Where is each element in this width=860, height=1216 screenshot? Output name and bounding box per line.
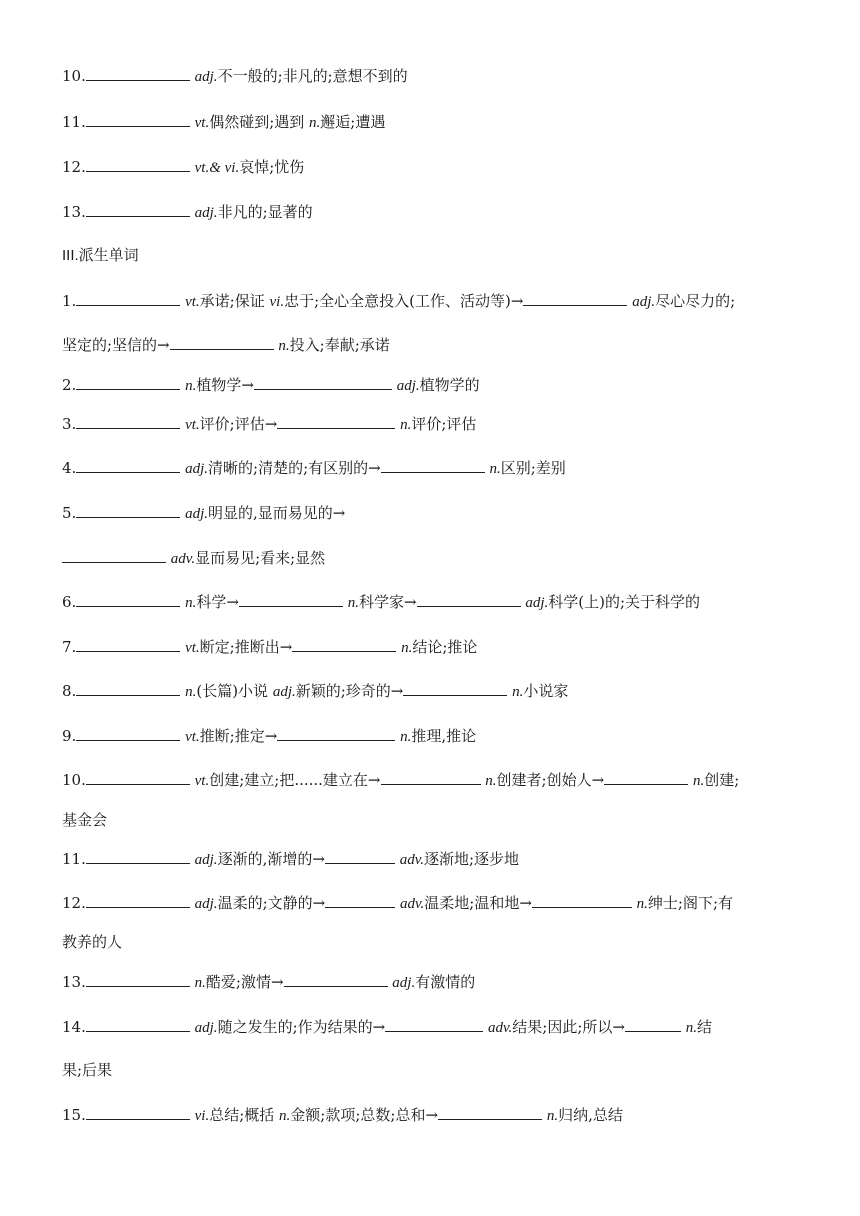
answer-blank[interactable] [325,893,395,908]
part-of-speech: adv. [170,551,196,567]
part-of-speech: n. [546,1108,559,1124]
answer-blank[interactable] [86,112,190,127]
part-of-speech: vt. [185,640,200,656]
item-number: 3. [62,415,77,433]
answer-blank[interactable] [292,637,396,652]
item-number: 10. [62,771,86,789]
derivative-item-3 [62,414,476,435]
answer-blank[interactable] [86,1105,190,1120]
part-of-speech: vt. [194,115,210,131]
derivative-item-14-continued: 果;后果 [62,1061,113,1079]
definition: 归纳,总结 [558,1106,623,1124]
answer-blank[interactable] [86,66,190,81]
part-of-speech: n. [279,1108,291,1124]
definition: 科学家→ [358,593,417,611]
item-number: 7. [62,638,77,656]
definition: 植物学的 [419,376,480,394]
item-number: 11. [62,113,86,131]
derivative-item-8 [62,681,568,702]
answer-blank[interactable] [170,335,274,350]
item-number: 14. [62,1018,86,1036]
answer-blank[interactable] [62,548,166,563]
derivative-item-6 [62,592,700,613]
definition: 温柔的;文静的→ [217,894,326,912]
answer-blank[interactable] [381,770,481,785]
definition: 科学(上)的;关于科学的 [548,593,700,611]
derivative-item-9 [62,726,476,747]
definition: 创建; [704,771,740,789]
answer-blank[interactable] [403,681,507,696]
answer-blank[interactable] [86,157,190,172]
derivative-item-10-continued: 基金会 [62,811,108,829]
answer-blank[interactable] [76,503,180,518]
part-of-speech: adv. [399,896,425,912]
definition: 总结;概括 [209,1106,280,1124]
item-number: 15. [62,1106,86,1124]
part-of-speech: adj. [185,461,209,477]
part-of-speech: n. [347,595,359,611]
answer-blank[interactable] [86,849,190,864]
section-heading: III.派生单词 [62,247,139,264]
answer-blank[interactable] [284,972,388,987]
definition: 断定;推断出→ [199,638,293,656]
part-of-speech: vi. [269,294,285,310]
part-of-speech: n. [185,684,197,700]
answer-blank[interactable] [76,291,180,306]
definition: 推理,推论 [411,727,477,745]
part-of-speech: adj. [194,896,218,912]
derivative-item-2 [62,375,480,396]
item-number: 8. [62,682,77,700]
item-number: 9. [62,727,77,745]
item-number: 1. [62,292,77,310]
definition: 哀悼;忧伤 [239,158,305,176]
definition: 区别;差别 [500,459,566,477]
definition: 承诺;保证 [199,292,270,310]
part-of-speech: adj. [396,378,420,394]
derivative-item-1-continued [62,335,390,356]
part-of-speech: adj. [194,852,218,868]
definition: 温柔地;温和地→ [424,894,532,912]
part-of-speech: n. [636,896,648,912]
answer-blank[interactable] [277,414,395,429]
answer-blank[interactable] [385,1017,483,1032]
definition: 创建;建立;把......建立在→ [209,771,381,789]
item-number: 5. [62,504,77,522]
answer-blank[interactable] [86,1017,190,1032]
derivative-item-5-continued [62,548,325,569]
derivative-item-1 [62,291,735,312]
derivative-item-4 [62,458,566,479]
derivative-item-7 [62,637,477,658]
answer-blank[interactable] [325,849,395,864]
part-of-speech: n. [692,773,705,789]
part-of-speech: adj. [525,595,549,611]
definition: 逐渐地;逐步地 [423,850,520,868]
part-of-speech: vi. [194,1108,210,1124]
definition: 有激情的 [415,973,476,991]
definition: 不一般的;非凡的;意想不到的 [217,67,408,85]
part-of-speech: n. [401,640,413,656]
part-of-speech: adj. [194,1020,218,1036]
definition: 科学→ [196,593,239,611]
answer-blank[interactable] [381,458,485,473]
item-number: 13. [62,973,86,991]
part-of-speech: n. [485,773,497,789]
part-of-speech: n. [309,115,321,131]
part-of-speech: n. [489,461,501,477]
answer-blank[interactable] [76,726,180,741]
definition: 创建者;创始人→ [496,771,605,789]
part-of-speech: vt. [194,773,210,789]
definition: 小说家 [523,682,569,700]
part-of-speech: n. [278,338,290,354]
part-of-speech: n. [512,684,524,700]
part-of-speech: n. [185,378,197,394]
derivative-item-14 [62,1017,712,1038]
vocab-item-13 [62,202,313,223]
answer-blank[interactable] [76,637,180,652]
definition: 评价;评估→ [199,415,278,433]
derivative-item-15 [62,1105,623,1126]
answer-blank[interactable] [76,414,180,429]
derivative-item-13 [62,972,475,993]
definition: 清晰的;清楚的;有区别的→ [208,459,381,477]
answer-blank[interactable] [277,726,395,741]
answer-blank[interactable] [76,458,180,473]
answer-blank[interactable] [254,375,392,390]
derivative-item-11 [62,849,519,870]
part-of-speech: adv. [487,1020,513,1036]
answer-blank[interactable] [76,592,180,607]
definition: (长篇)小说 [196,682,273,700]
part-of-speech: adj. [194,69,218,85]
answer-blank[interactable] [438,1105,542,1120]
definition: 绅士;阁下;有 [647,894,734,912]
definition: 非凡的;显著的 [217,203,313,221]
definition: 新颖的;珍奇的→ [295,682,404,700]
answer-blank[interactable] [86,972,190,987]
definition: 逐渐的,渐增的→ [217,850,325,868]
item-number: 4. [62,459,77,477]
definition: 偶然碰到;遇到 [209,113,310,131]
definition: 植物学→ [196,376,254,394]
part-of-speech: n. [400,729,412,745]
part-of-speech: n. [685,1020,697,1036]
part-of-speech: n. [400,417,412,433]
definition: 结 [696,1018,712,1036]
answer-blank[interactable] [86,202,190,217]
derivative-item-10 [62,770,739,791]
item-number: 10. [62,67,86,85]
definition: 金额;款项;总数;总和→ [290,1106,439,1124]
vocab-item-11 [62,112,385,133]
definition: 结果;因此;所以→ [512,1018,625,1036]
item-number: 2. [62,376,77,394]
answer-blank[interactable] [604,770,688,785]
answer-blank[interactable] [76,375,180,390]
definition: 邂逅;遭遇 [320,113,386,131]
answer-blank[interactable] [86,893,190,908]
answer-blank[interactable] [625,1017,681,1032]
derivative-item-5 [62,503,345,524]
item-number: 12. [62,894,86,912]
part-of-speech: adv. [399,852,424,868]
definition: 尽心尽力的; [655,292,736,310]
part-of-speech: adj. [185,506,209,522]
item-number: 11. [62,850,86,868]
answer-blank[interactable] [532,893,632,908]
part-of-speech: adj. [392,975,416,991]
answer-blank[interactable] [417,592,521,607]
part-of-speech: vt. [185,417,200,433]
definition: 投入;奉献;承诺 [289,336,390,354]
part-of-speech: vt. [185,729,200,745]
definition: 推断;推定→ [199,727,278,745]
part-of-speech: adj. [194,205,218,221]
definition: 显而易见;看来;显然 [195,549,326,567]
definition: 忠于;全心全意投入(工作、活动等)→ [284,292,524,310]
part-of-speech: adj. [272,684,296,700]
item-number: 12. [62,158,86,176]
item-number: 6. [62,593,77,611]
part-of-speech: vt.& vi. [194,160,240,176]
answer-blank[interactable] [523,291,627,306]
item-number: 13. [62,203,86,221]
part-of-speech: n. [185,595,197,611]
part-of-speech: adj. [632,294,656,310]
answer-blank[interactable] [86,770,190,785]
part-of-speech: n. [194,975,206,991]
answer-blank[interactable] [239,592,343,607]
definition: 酷爱;激情→ [205,973,284,991]
derivative-item-12 [62,893,733,914]
definition: 明显的,显而易见的→ [208,504,346,522]
definition: 结论;推论 [412,638,478,656]
definition: 评价;评估 [411,415,477,433]
vocab-item-12 [62,157,304,178]
definition: 随之发生的;作为结果的→ [217,1018,386,1036]
derivative-item-12-continued: 教养的人 [62,933,123,951]
answer-blank[interactable] [76,681,180,696]
part-of-speech: vt. [185,294,200,310]
definition: 坚定的;坚信的→ [62,336,170,354]
vocab-item-10 [62,66,408,87]
